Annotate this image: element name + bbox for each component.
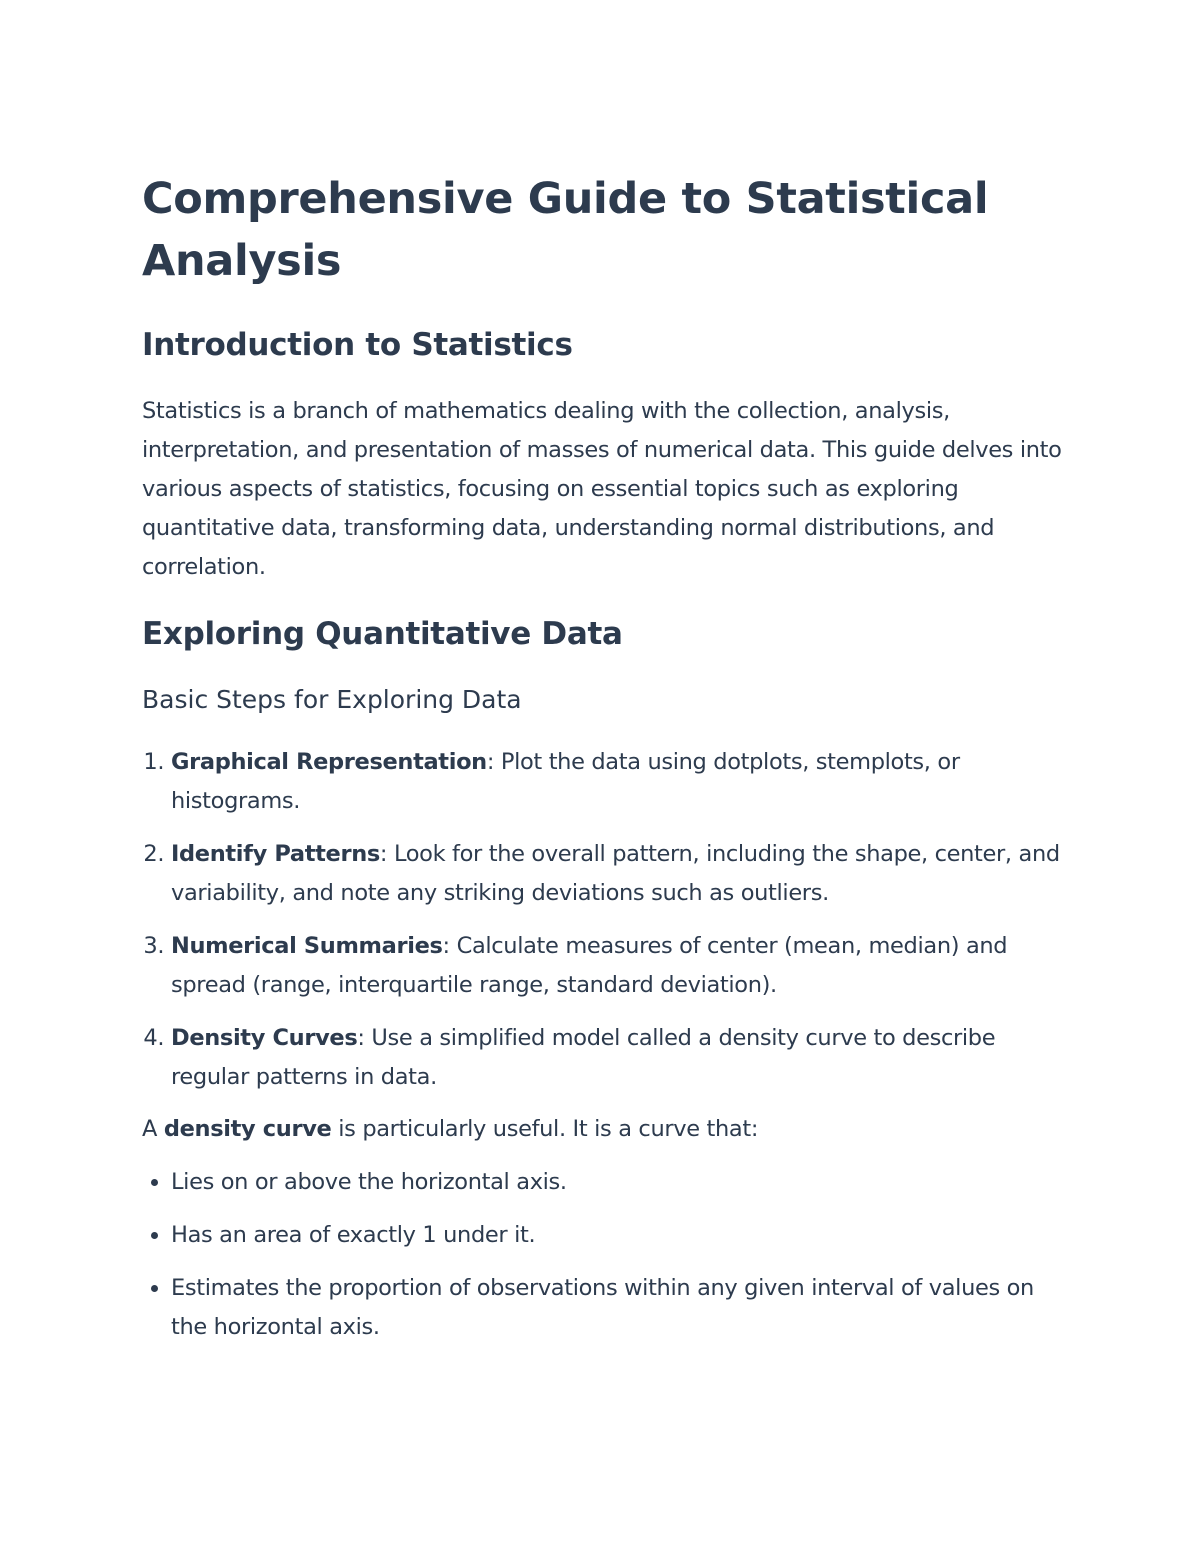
steps-list [142, 743, 1062, 1097]
step-term: Density Curves [171, 1025, 358, 1051]
step-term: Numerical Summaries [171, 933, 443, 959]
step-text: : Use a simplified model called a density curve to describe regular patterns in data. [171, 1025, 996, 1090]
intro-paragraph: Statistics is a branch of mathematics dealing with the collection, analysis, interpretation, and presentation of masses of numerical data. This guide delves into various aspects of statistics, focusing on essential topics such as exploring quantitative data, transforming data, understanding normal distributions, and correlation. [142, 398, 1062, 580]
step-term: Graphical Representation [171, 749, 487, 775]
section-heading-exploring: Exploring Quantitative Data [142, 616, 623, 652]
subsection-heading-basic-steps: Basic Steps for Exploring Data [142, 685, 522, 714]
step-text: : Plot the data using dotplots, stemplots, or histograms. [171, 749, 960, 814]
document-page [142, 168, 1062, 1361]
density-intro-paragraph: A density curve is particularly useful. It is a curve that: [142, 1116, 759, 1142]
list-item [171, 927, 1062, 1005]
step-text: : Look for the overall pattern, including the shape, center, and variability, and note any striking deviations such as outliers. [171, 841, 1060, 906]
list-item [171, 1019, 1062, 1097]
list-item [171, 835, 1062, 913]
list-item: • Lies on or above the horizontal axis. [171, 1163, 1062, 1202]
list-item: • Has an area of exactly 1 under it. [171, 1216, 1062, 1255]
list-item: • Estimates the proportion of observations within any given interval of values on the horizontal axis. [171, 1269, 1062, 1347]
section-heading-introduction: Introduction to Statistics [142, 327, 573, 363]
step-term: Identify Patterns [171, 841, 380, 867]
density-term: density curve [163, 1116, 332, 1142]
list-item [171, 743, 1062, 821]
density-properties-list [142, 1163, 1062, 1347]
step-text: : Calculate measures of center (mean, median) and spread (range, interquartile range, standard deviation). [171, 933, 1008, 998]
document-title: Comprehensive Guide to Statistical Analysis [142, 174, 989, 286]
